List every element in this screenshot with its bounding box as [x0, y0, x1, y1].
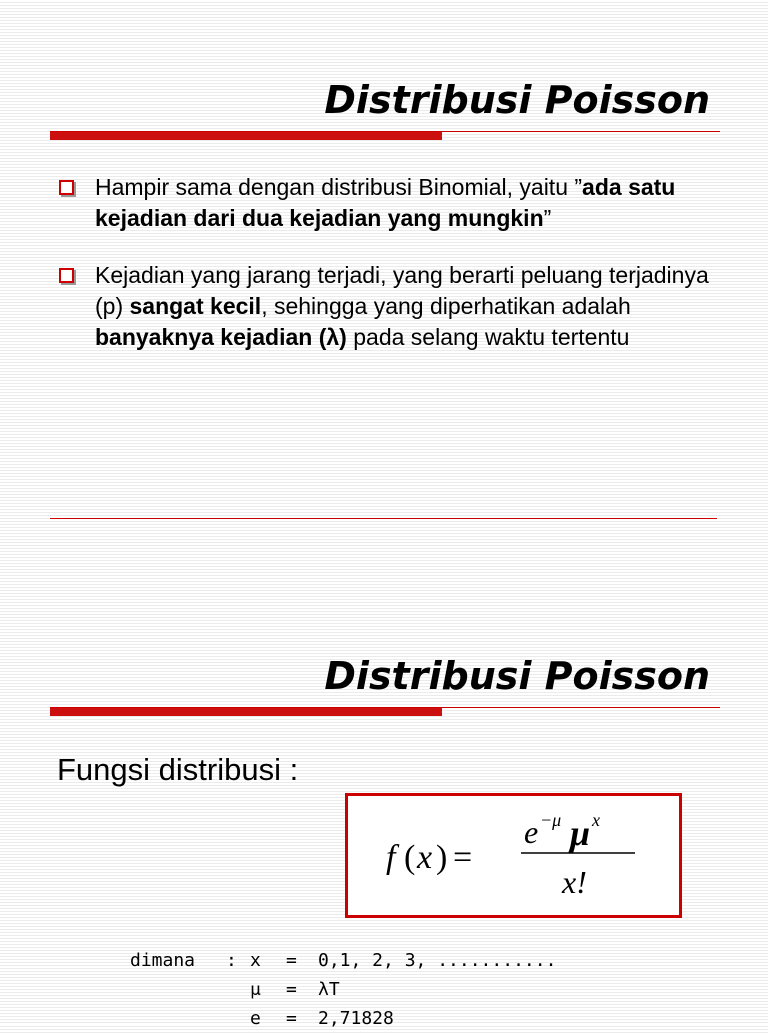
bullet-1-text-bold: ada satu kejadian dari dua kejadian yang mungkin	[95, 174, 676, 231]
formula-x: x	[417, 839, 433, 876]
fungsi-distribusi-heading: Fungsi distribusi :	[57, 752, 299, 787]
bullet-2-text-e: pada selang waktu tertentu	[346, 324, 630, 350]
bullet-item-2	[57, 260, 717, 353]
formula-numerator-exponent: −μ	[540, 810, 562, 830]
formula-close-paren: )	[436, 839, 448, 876]
formula-equals: =	[453, 839, 473, 876]
poisson-formula	[348, 796, 679, 915]
formula-box	[345, 793, 682, 918]
slide-1-title: Distribusi Poisson	[324, 78, 710, 122]
formula-f: f	[386, 839, 396, 876]
bullet-1-text-c: ”	[543, 205, 552, 231]
bullet-2-text-c: , sehingga yang diperhatikan adalah	[261, 293, 631, 319]
definition-var-mu: μ	[250, 979, 261, 1000]
formula-numerator-mu-exponent: x	[592, 810, 600, 830]
definition-value-e: 2,71828	[318, 1008, 394, 1029]
slide-2-title: Distribusi Poisson	[324, 654, 710, 698]
bullet-list	[57, 172, 717, 379]
square-bullet-icon	[59, 180, 74, 195]
bullet-2-text-bold-2: banyaknya kejadian (λ)	[95, 324, 347, 350]
formula-numerator-mu: μ	[570, 813, 591, 853]
bullet-1-text-a: Hampir sama dengan distribusi Binomial, yaitu ”	[95, 174, 583, 200]
definition-eq: =	[286, 1008, 297, 1029]
definitions-label: dimana	[130, 950, 196, 971]
square-bullet-icon	[59, 268, 74, 283]
definition-var-x: x	[250, 950, 261, 971]
formula-open-paren: (	[404, 839, 416, 876]
title-rule-thick	[50, 708, 442, 716]
bullet-item-1	[57, 172, 717, 234]
formula-denominator: x!	[562, 864, 587, 900]
title-rule-thick	[50, 132, 442, 140]
slide-divider	[50, 518, 717, 519]
definition-value-mu: λT	[318, 979, 340, 1000]
definition-eq: =	[286, 950, 297, 971]
bullet-2-text-a: Kejadian yang jarang terjadi, yang berarti peluang terjadinya (p)	[95, 262, 709, 319]
formula-numerator-e: e	[524, 814, 539, 850]
definition-var-e: e	[250, 1008, 261, 1029]
slide-2	[0, 520, 768, 1029]
definition-value-x: 0,1, 2, 3, ...........	[318, 950, 557, 971]
bullet-2-text-bold-1: sangat kecil	[129, 293, 262, 319]
definition-eq: =	[286, 979, 297, 1000]
definitions-colon: :	[226, 950, 237, 971]
